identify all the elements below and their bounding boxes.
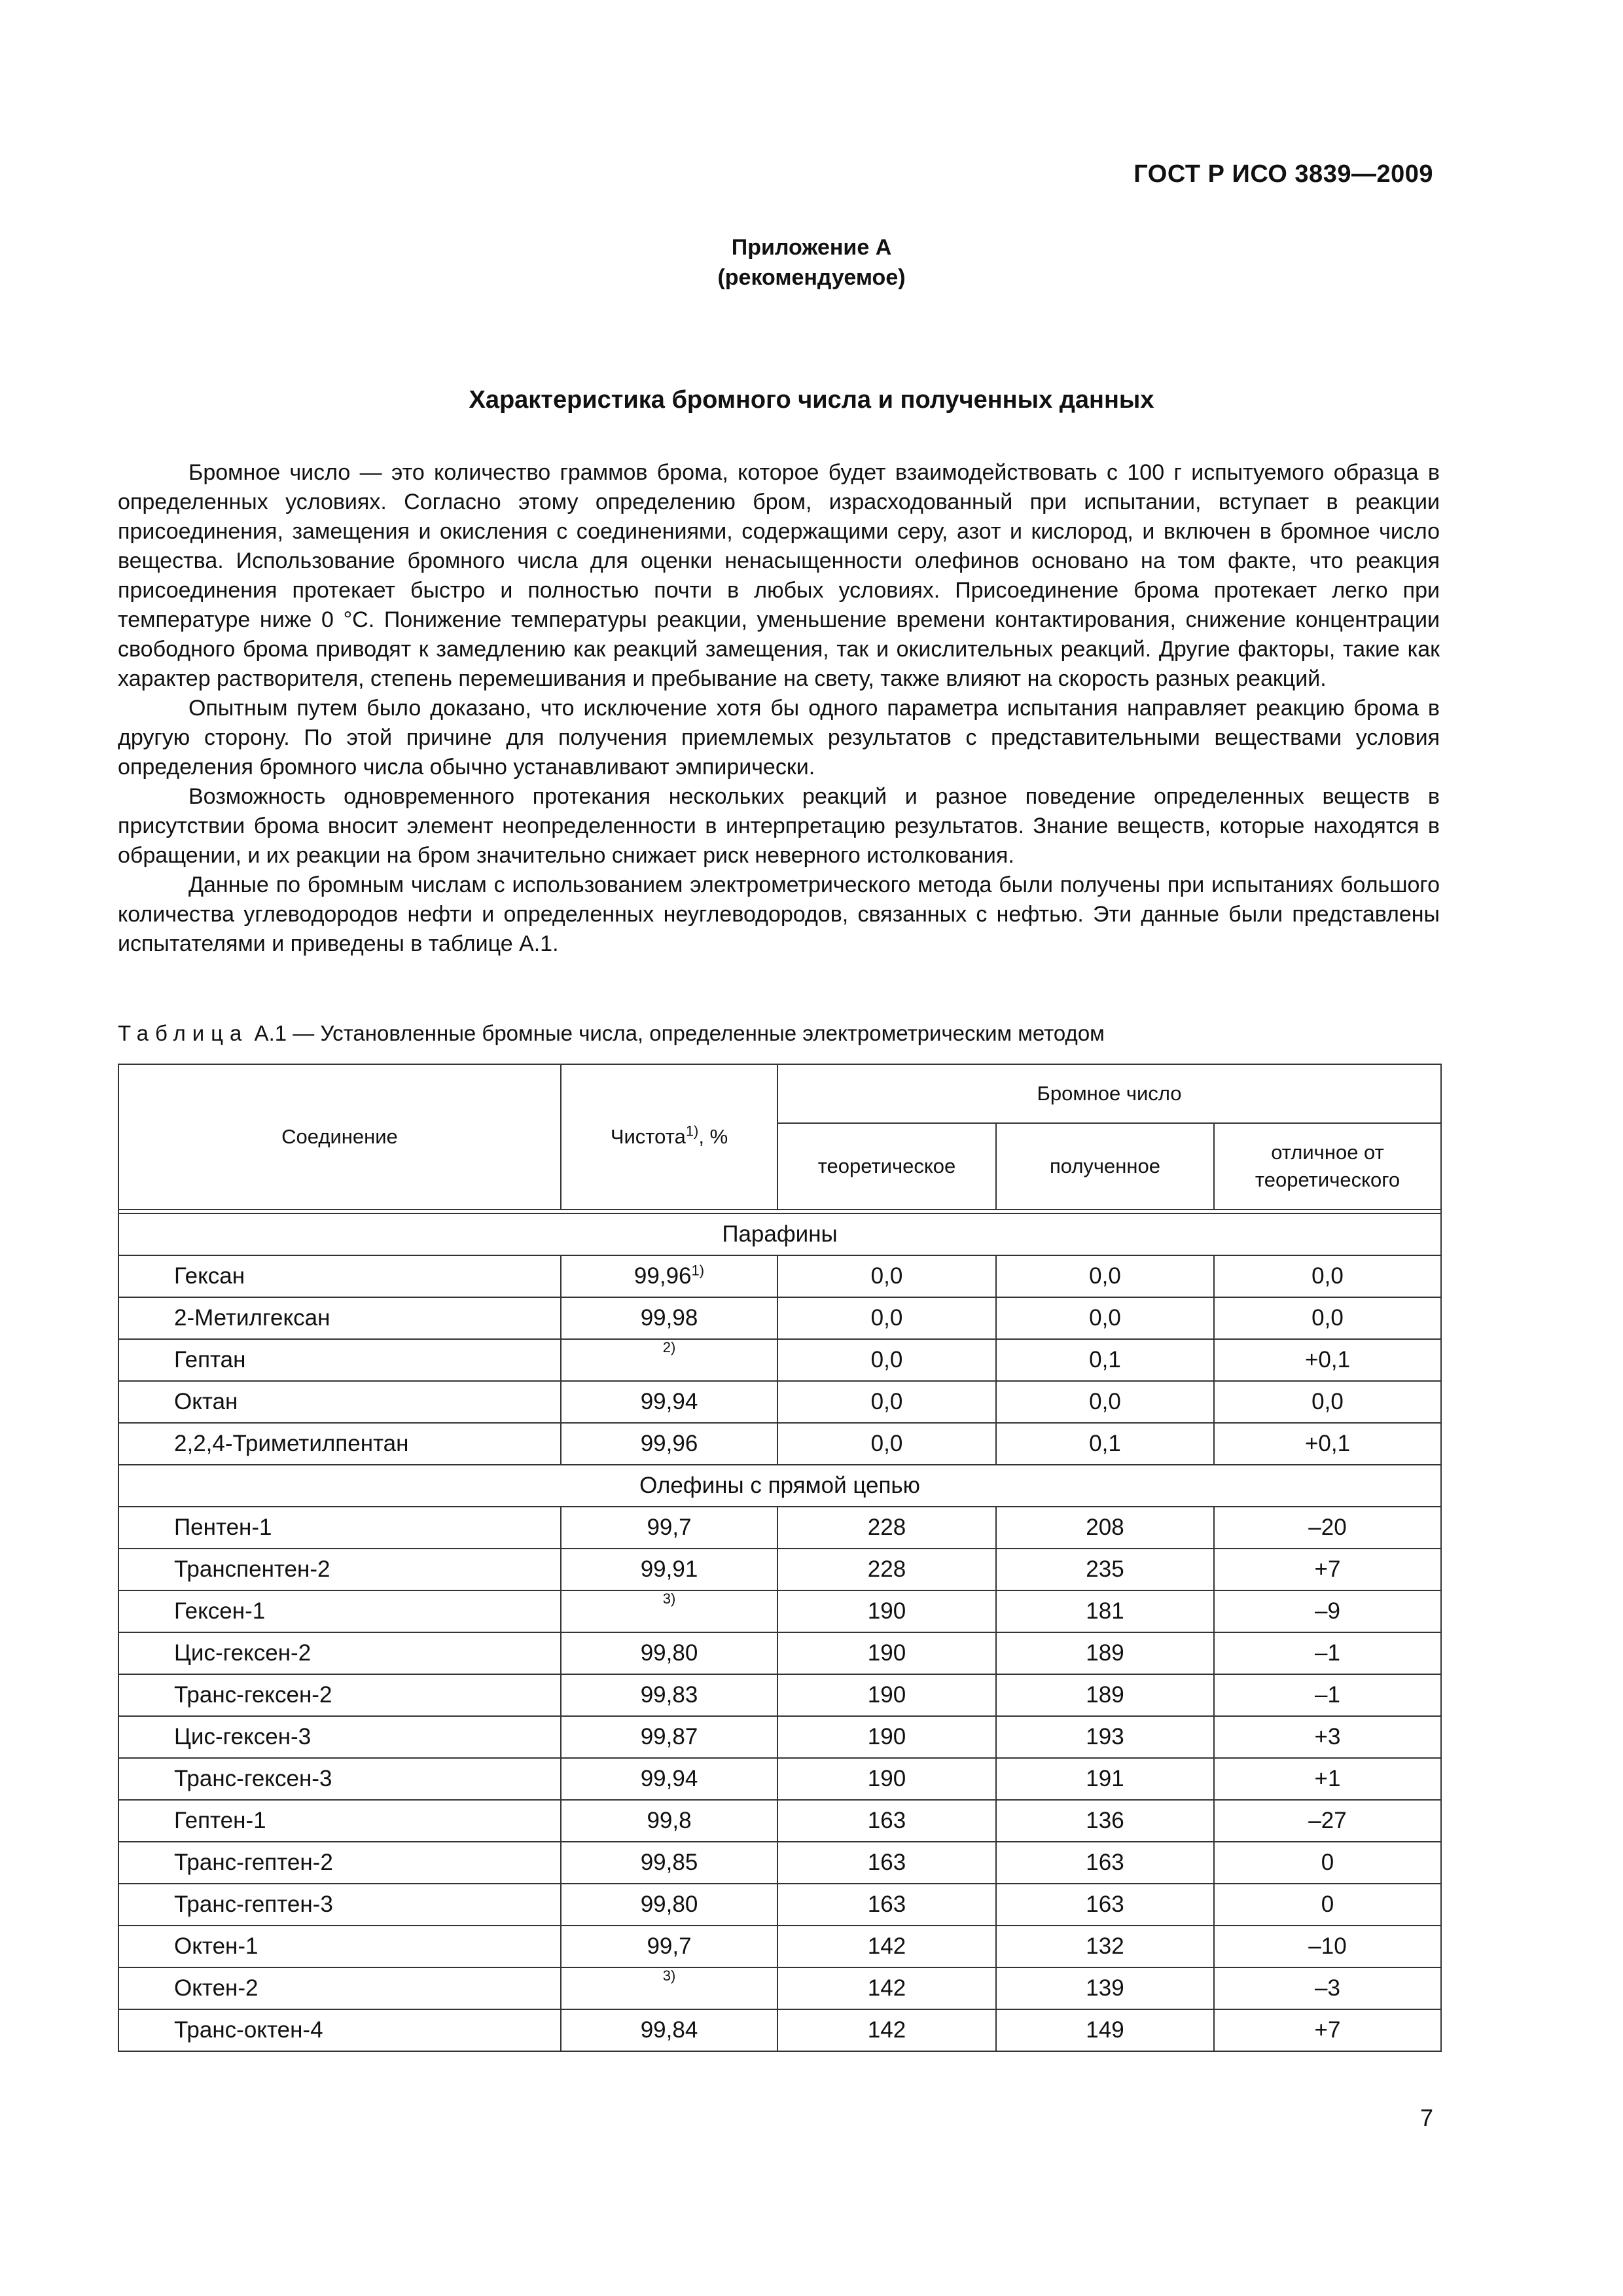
compound-cell: Пентен-1	[118, 1507, 561, 1549]
table-row	[118, 1632, 1441, 1674]
annex-status: (рекомендуемое)	[717, 265, 906, 290]
compound-cell: Октан	[118, 1381, 561, 1423]
purity-cell	[561, 1926, 777, 1967]
theoretical-cell: 163	[777, 1800, 996, 1842]
purity-value: 99,91	[640, 1556, 698, 1582]
purity-value: 99,7	[647, 1515, 692, 1540]
purity-cell	[561, 1632, 777, 1674]
footnote-marker: 3)	[662, 1590, 676, 1607]
table-row	[118, 1549, 1441, 1590]
obtained-cell: 235	[996, 1549, 1214, 1590]
purity-cell	[561, 1758, 777, 1800]
difference-cell: 0,0	[1214, 1381, 1441, 1423]
compound-cell: Октен-2	[118, 1967, 561, 2009]
document-code: ГОСТ Р ИСО 3839—2009	[1133, 160, 1433, 188]
theoretical-cell: 190	[777, 1590, 996, 1632]
paragraph: Возможность одновременного протекания нескольких реакций и разное поведение определенных веществ в присутствии брома вносит элемент неопределенности в интерпретацию результатов. Знание веществ, которые находятся в обращении, и их реакции на бром значительно снижает риск неверного истолкования.	[118, 784, 1440, 868]
purity-cell	[561, 1381, 777, 1423]
table-row	[118, 1590, 1441, 1632]
group-name: Парафины	[118, 1213, 1441, 1255]
purity-value: 99,80	[640, 1892, 698, 1917]
difference-cell: 0	[1214, 1842, 1441, 1884]
theoretical-cell: 0,0	[777, 1297, 996, 1339]
difference-cell: –1	[1214, 1674, 1441, 1716]
obtained-cell: 189	[996, 1632, 1214, 1674]
purity-value: 99,8	[647, 1808, 692, 1833]
difference-cell: 0,0	[1214, 1297, 1441, 1339]
table-row	[118, 1758, 1441, 1800]
obtained-cell: 0,0	[996, 1381, 1214, 1423]
theoretical-cell: 190	[777, 1716, 996, 1758]
compound-cell: Цис-гексен-3	[118, 1716, 561, 1758]
theoretical-cell: 190	[777, 1674, 996, 1716]
paragraph: Бромное число — это количество граммов брома, которое будет взаимодействовать с 100 г испытуемого образца в определенных условиях. Согласно этому определению бром, израсходованный при испытании, вступает в реакции присоединения, замещения и окисления с соединениями, содержащими серу, азот и кислород, и включен в бромное число вещества. Использование бромного числа для оценки ненасыщенности олефинов основано на том факте, что реакция присоединения протекает быстро и полностью почти в любых условиях. Присоединение брома протекает легко при температуре ниже 0 °С. Понижение температуры реакции, уменьшение времени контактирования, снижение концентрации свободного брома приводят к замедлению как реакций замещения, так и окислительных реакций. Другие факторы, такие как характер растворителя, степень перемешивания и пребывание на свету, также влияют на скорость разных реакций.	[118, 460, 1440, 691]
obtained-cell: 149	[996, 2009, 1214, 2051]
purity-unit: , %	[698, 1125, 728, 1148]
compound-cell: Транс-гексен-3	[118, 1758, 561, 1800]
difference-cell: 0,0	[1214, 1255, 1441, 1297]
purity-cell	[561, 1800, 777, 1842]
purity-value: 99,94	[640, 1766, 698, 1791]
theoretical-cell: 228	[777, 1549, 996, 1590]
purity-cell	[561, 1339, 777, 1381]
bromine-number-table	[118, 1064, 1442, 2052]
purity-cell	[561, 1842, 777, 1884]
purity-cell	[561, 1549, 777, 1590]
table-row	[118, 1926, 1441, 1967]
theoretical-cell: 190	[777, 1632, 996, 1674]
purity-cell	[561, 1297, 777, 1339]
page-number: 7	[1419, 2104, 1433, 2131]
column-header-difference: отличное от теоретического	[1214, 1123, 1441, 1210]
purity-label: Чистота	[610, 1125, 686, 1148]
purity-cell	[561, 1255, 777, 1297]
purity-value: 99,85	[640, 1850, 698, 1875]
body-text	[118, 458, 1440, 959]
table-row	[118, 1884, 1441, 1926]
table-caption-label: Таблица	[118, 1021, 249, 1045]
table-row	[118, 1381, 1441, 1423]
difference-cell: –20	[1214, 1507, 1441, 1549]
difference-cell: +7	[1214, 2009, 1441, 2051]
purity-cell	[561, 1507, 777, 1549]
obtained-cell: 0,0	[996, 1297, 1214, 1339]
group-row	[118, 1213, 1441, 1255]
obtained-cell: 0,1	[996, 1423, 1214, 1465]
obtained-cell: 191	[996, 1758, 1214, 1800]
annex-title: Приложение А	[731, 235, 892, 260]
compound-cell: Транс-гептен-2	[118, 1842, 561, 1884]
purity-value: 99,87	[640, 1724, 698, 1749]
section-title: Характеристика бромного числа и полученных данных	[469, 386, 1154, 414]
difference-cell: +1	[1214, 1758, 1441, 1800]
difference-cell: –3	[1214, 1967, 1441, 2009]
table-row	[118, 1716, 1441, 1758]
obtained-cell: 163	[996, 1884, 1214, 1926]
purity-value: 99,94	[640, 1389, 698, 1414]
compound-cell: 2,2,4-Триметилпентан	[118, 1423, 561, 1465]
theoretical-cell: 0,0	[777, 1381, 996, 1423]
obtained-cell: 208	[996, 1507, 1214, 1549]
table-body	[118, 1213, 1441, 2051]
table-row	[118, 1339, 1441, 1381]
compound-cell: Гексен-1	[118, 1590, 561, 1632]
obtained-cell: 0,0	[996, 1255, 1214, 1297]
footnote-marker: 1)	[685, 1122, 699, 1139]
purity-cell	[561, 1967, 777, 2009]
compound-cell: Цис-гексен-2	[118, 1632, 561, 1674]
paragraph: Данные по бромным числам с использованием электрометрического метода были получены при испытаниях большого количества углеводородов нефти и определенных неуглеводородов, связанных с нефтью. Эти данные были представлены испытателями и приведены в таблице А.1.	[118, 872, 1440, 956]
purity-cell	[561, 1590, 777, 1632]
theoretical-cell: 142	[777, 1926, 996, 1967]
obtained-cell: 163	[996, 1842, 1214, 1884]
purity-value: 99,80	[640, 1640, 698, 1666]
purity-value: 99,7	[647, 1933, 692, 1959]
difference-cell: –10	[1214, 1926, 1441, 1967]
theoretical-cell: 163	[777, 1884, 996, 1926]
purity-cell	[561, 1423, 777, 1465]
table-row	[118, 1800, 1441, 1842]
compound-cell: Гептан	[118, 1339, 561, 1381]
obtained-cell: 132	[996, 1926, 1214, 1967]
difference-cell: +0,1	[1214, 1423, 1441, 1465]
theoretical-cell: 228	[777, 1507, 996, 1549]
group-name: Олефины с прямой цепью	[118, 1465, 1441, 1507]
difference-cell: –27	[1214, 1800, 1441, 1842]
table-row	[118, 1507, 1441, 1549]
compound-cell: Транс-гептен-3	[118, 1884, 561, 1926]
theoretical-cell: 142	[777, 2009, 996, 2051]
difference-cell: +3	[1214, 1716, 1441, 1758]
obtained-cell: 193	[996, 1716, 1214, 1758]
purity-cell	[561, 2009, 777, 2051]
group-row	[118, 1465, 1441, 1507]
theoretical-cell: 0,0	[777, 1423, 996, 1465]
table-row	[118, 2009, 1441, 2051]
compound-cell: 2-Метилгексан	[118, 1297, 561, 1339]
theoretical-cell: 142	[777, 1967, 996, 2009]
purity-value: 99,96	[633, 1263, 692, 1289]
compound-cell: Гексан	[118, 1255, 561, 1297]
theoretical-cell: 0,0	[777, 1255, 996, 1297]
obtained-cell: 189	[996, 1674, 1214, 1716]
table-caption-text: А.1 — Установленные бромные числа, определенные электрометрическим методом	[248, 1021, 1105, 1045]
purity-cell	[561, 1716, 777, 1758]
compound-cell: Транспентен-2	[118, 1549, 561, 1590]
column-header-purity	[561, 1064, 777, 1210]
table-row	[118, 1842, 1441, 1884]
footnote-marker: 3)	[662, 1967, 676, 1984]
difference-cell: –1	[1214, 1632, 1441, 1674]
obtained-cell: 136	[996, 1800, 1214, 1842]
table-row	[118, 1297, 1441, 1339]
table-row	[118, 1967, 1441, 2009]
compound-cell: Октен-1	[118, 1926, 561, 1967]
obtained-cell: 139	[996, 1967, 1214, 2009]
purity-value: 99,96	[640, 1431, 698, 1456]
purity-cell	[561, 1884, 777, 1926]
difference-cell: +0,1	[1214, 1339, 1441, 1381]
paragraph: Опытным путем было доказано, что исключение хотя бы одного параметра испытания направляет реакцию брома в другую сторону. По этой причине для получения приемлемых результатов с представительными веществами условия определения бромного числа обычно устанавливают эмпирически.	[118, 696, 1440, 780]
compound-cell: Транс-гексен-2	[118, 1674, 561, 1716]
difference-cell: 0	[1214, 1884, 1441, 1926]
annex-heading	[0, 232, 1623, 293]
theoretical-cell: 163	[777, 1842, 996, 1884]
footnote-marker: 1)	[691, 1262, 705, 1279]
table-caption	[118, 1021, 1105, 1046]
compound-cell: Транс-октен-4	[118, 2009, 561, 2051]
theoretical-cell: 0,0	[777, 1339, 996, 1381]
theoretical-cell: 190	[777, 1758, 996, 1800]
purity-value: 99,83	[640, 1682, 698, 1708]
column-header-bromine-number: Бромное число	[777, 1064, 1441, 1123]
obtained-cell: 181	[996, 1590, 1214, 1632]
table-row	[118, 1255, 1441, 1297]
obtained-cell: 0,1	[996, 1339, 1214, 1381]
purity-value: 99,84	[640, 2017, 698, 2043]
difference-cell: +7	[1214, 1549, 1441, 1590]
column-header-theoretical: теоретическое	[777, 1123, 996, 1210]
compound-cell: Гептен-1	[118, 1800, 561, 1842]
table-row	[118, 1423, 1441, 1465]
difference-cell: –9	[1214, 1590, 1441, 1632]
column-header-compound: Соединение	[118, 1064, 561, 1210]
column-header-obtained: полученное	[996, 1123, 1214, 1210]
purity-value: 99,98	[640, 1305, 698, 1331]
footnote-marker: 2)	[662, 1339, 676, 1356]
purity-cell	[561, 1674, 777, 1716]
table-row	[118, 1674, 1441, 1716]
